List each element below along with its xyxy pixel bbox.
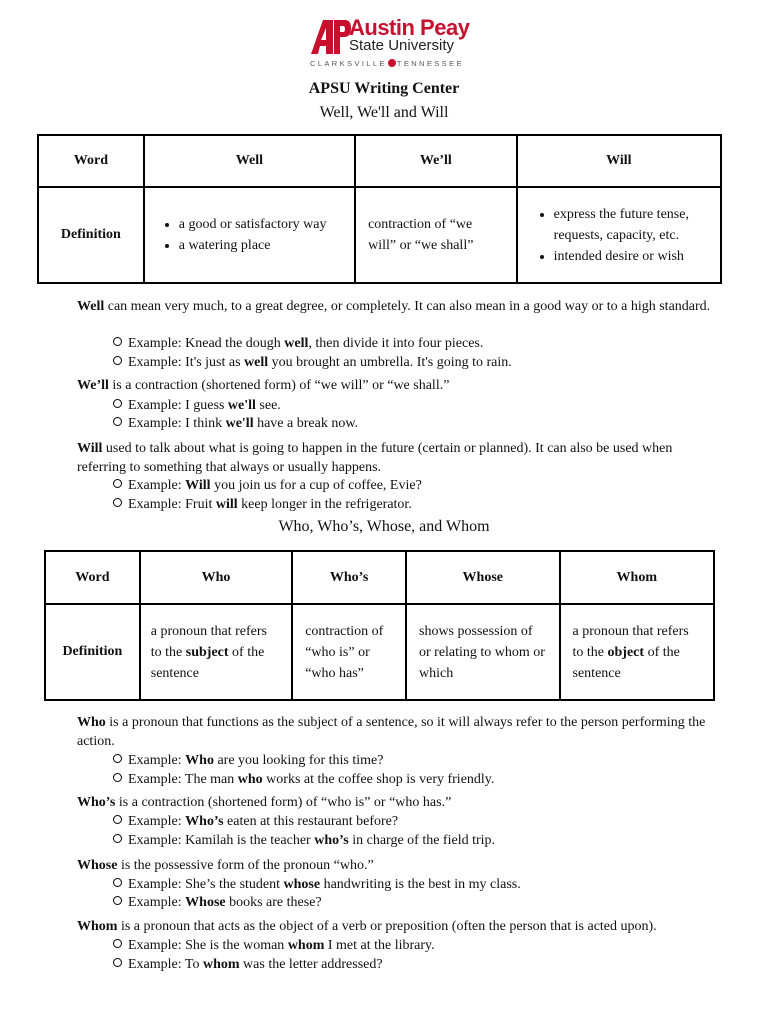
header-cell: Whom bbox=[560, 551, 714, 604]
whose-paragraph bbox=[77, 856, 717, 875]
example: Example: Whose books are these? bbox=[113, 893, 322, 912]
term: We’ll bbox=[77, 378, 109, 393]
who-paragraph bbox=[77, 713, 717, 751]
paragraph-text: is a contraction (shortened form) of “who is” or “who has.” bbox=[115, 795, 452, 810]
example: Example: Fruit will keep longer in the refrigerator. bbox=[113, 495, 412, 514]
row-label: Definition bbox=[45, 604, 140, 700]
document-title: APSU Writing Center bbox=[308, 80, 460, 97]
example: Example: Knead the dough well, then divide it into four pieces. bbox=[113, 334, 483, 353]
definition-row bbox=[45, 604, 714, 700]
list-item: • intended desire or wish bbox=[554, 246, 720, 267]
table-header-row bbox=[38, 135, 721, 187]
whom-paragraph bbox=[77, 917, 717, 936]
list-item: • a watering place bbox=[179, 235, 354, 256]
whos-paragraph bbox=[77, 793, 717, 812]
row-label: Definition bbox=[38, 187, 144, 283]
logo-location bbox=[310, 59, 464, 68]
example: Example: Will you join us for a cup of coffee, Evie? bbox=[113, 476, 422, 495]
example: Example: The man who works at the coffee shop is very friendly. bbox=[113, 770, 494, 789]
document-subtitle: Well, We'll and Will bbox=[319, 104, 449, 121]
well-paragraph bbox=[77, 297, 717, 316]
well2-definition-cell: contraction of “we will” or “we shall” bbox=[355, 187, 517, 283]
well-wel-will-table bbox=[37, 134, 722, 284]
example: Example: Kamilah is the teacher who’s in charge of the field trip. bbox=[113, 831, 495, 850]
header-cell: Well bbox=[144, 135, 355, 187]
header-cell: Word bbox=[45, 551, 140, 604]
term: Whom bbox=[77, 919, 118, 934]
will-definition-cell bbox=[517, 187, 721, 283]
whose-definition-cell: shows possession of or relating to whom or which bbox=[406, 604, 560, 700]
who-whom-table bbox=[44, 550, 715, 701]
paragraph-text: is a pronoun that acts as the object of a verb or preposition (often the person that is acted upon). bbox=[117, 919, 657, 934]
ap-logo-mark bbox=[309, 18, 351, 56]
will-paragraph bbox=[77, 439, 717, 477]
term: Well bbox=[77, 299, 105, 314]
paragraph-text: used to talk about what is going to happen in the future (certain or planned). It can also be used when referring to something that always or usually happens. bbox=[77, 441, 673, 475]
well-definition-cell bbox=[144, 187, 355, 283]
logo-city: CLARKSVILLE bbox=[310, 59, 387, 68]
header-cell: Who’s bbox=[292, 551, 406, 604]
header-cell: We’ll bbox=[355, 135, 517, 187]
header-cell: Will bbox=[517, 135, 721, 187]
term: Whose bbox=[77, 858, 118, 873]
section-title: Who, Who’s, Whose, and Whom bbox=[278, 518, 490, 535]
logo-name: Austin Peay bbox=[349, 15, 470, 40]
paragraph-text: is a contraction (shortened form) of “we will” or “we shall.” bbox=[108, 378, 450, 393]
paragraph-text: can mean very much, to a great degree, or completely. It can also mean in a good way or to a high standard. bbox=[104, 299, 711, 314]
paragraph-text: is a pronoun that functions as the subject of a sentence, so it will always refer to the person performing the action. bbox=[77, 715, 706, 749]
tn-star-icon bbox=[388, 59, 396, 67]
header-cell: Who bbox=[140, 551, 292, 604]
list-item: • a good or satisfactory way bbox=[179, 214, 354, 235]
example: Example: Who’s eaten at this restaurant before? bbox=[113, 812, 398, 831]
example: Example: She is the woman whom I met at the library. bbox=[113, 936, 435, 955]
university-logo bbox=[309, 15, 470, 74]
who-definition-cell: a pronoun that refers to the subject of the sentence bbox=[140, 604, 292, 700]
example: Example: It's just as well you brought an umbrella. It's going to rain. bbox=[113, 353, 512, 372]
table-header-row bbox=[45, 551, 714, 604]
logo-state: TENNESSEE bbox=[396, 59, 464, 68]
paragraph-text: is the possessive form of the pronoun “who.” bbox=[117, 858, 374, 873]
example: Example: I think we'll have a break now. bbox=[113, 414, 358, 433]
logo-subtitle: State University bbox=[349, 37, 455, 54]
example: Example: To whom was the letter addressed? bbox=[113, 955, 383, 974]
term: Who bbox=[77, 715, 106, 730]
definition-row bbox=[38, 187, 721, 283]
example: Example: I guess we'll see. bbox=[113, 396, 281, 415]
whom-definition-cell: a pronoun that refers to the object of the sentence bbox=[560, 604, 714, 700]
well2-paragraph bbox=[77, 376, 717, 395]
header-cell: Whose bbox=[406, 551, 560, 604]
header-cell: Word bbox=[38, 135, 144, 187]
term: Who’s bbox=[77, 795, 116, 810]
whos-definition-cell: contraction of “who is” or “who has” bbox=[292, 604, 406, 700]
example: Example: She’s the student whose handwriting is the best in my class. bbox=[113, 875, 521, 894]
example: Example: Who are you looking for this time? bbox=[113, 751, 383, 770]
list-item: • express the future tense, requests, capacity, etc. bbox=[554, 204, 720, 246]
term: Will bbox=[77, 441, 103, 456]
